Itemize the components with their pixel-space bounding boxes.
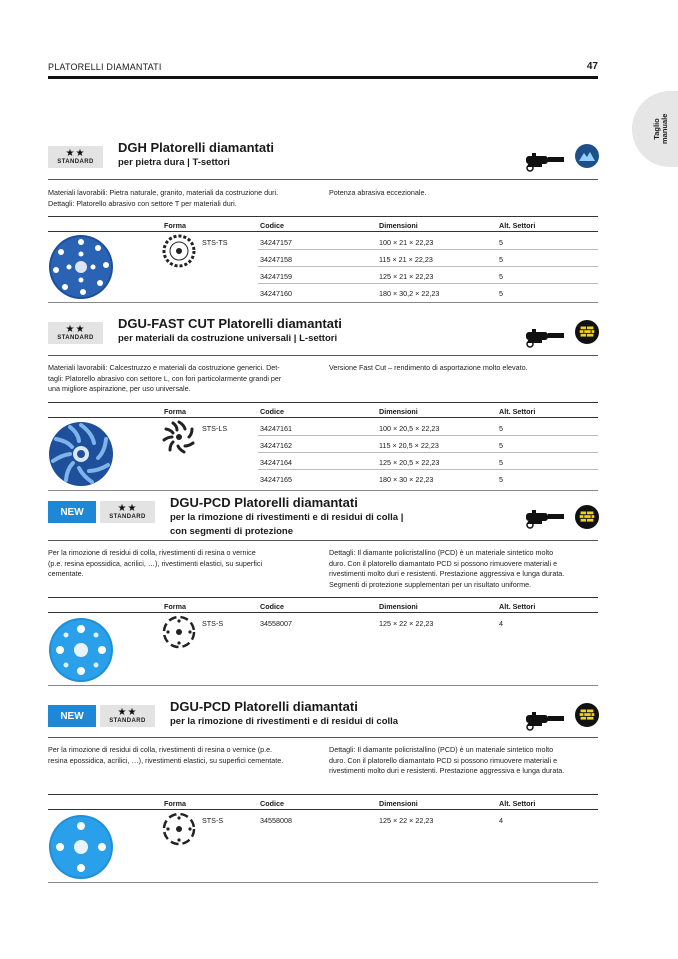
table-end-rule [48, 302, 598, 303]
segment-ls-icon [162, 420, 196, 454]
forma-label: STS-S [202, 816, 224, 825]
standard-badge: ★★ STANDARD [100, 501, 155, 523]
product-table [48, 402, 598, 490]
forma-label: STS-S [202, 619, 224, 628]
diamond-disc-image [48, 814, 114, 880]
standard-badge: ★★ STANDARD [48, 322, 103, 344]
description-right: Potenza abrasiva eccezionale. [329, 188, 427, 197]
table-row: 34247160 180 × 30,2 × 22,23 5 [260, 289, 503, 298]
section-subtitle: per materiali da costruzione universali | L-settori [118, 333, 338, 344]
segment-ts-icon [162, 234, 196, 268]
page-number: 47 [586, 61, 598, 72]
table-row: 34247157 100 × 21 × 22,23 5 [258, 233, 598, 250]
new-badge: NEW [48, 501, 96, 523]
stars-icon: ★★ [117, 706, 138, 718]
product-section-dgu-fast-cut [48, 316, 598, 484]
angle-grinder-icon [524, 709, 570, 731]
segment-s-icon [162, 615, 196, 649]
section-subtitle: per pietra dura | T-settori [118, 157, 230, 168]
concrete-material-icon [575, 320, 599, 344]
header-rule [48, 76, 598, 79]
description-left: Per la rimozione di residui di colla, rivestimenti di resina o vernice (p.e. resina epossidica, acrilici, …), rivestimenti elastici, su superfici cementate. [48, 745, 284, 765]
new-badge: NEW [48, 705, 96, 727]
table-row: 34247158 115 × 21 × 22,23 5 [258, 250, 598, 267]
table-end-rule [48, 882, 598, 883]
table-header: Forma Codice Dimensioni Alt. Settori [48, 597, 598, 613]
section-title: DGU-FAST CUT Platorelli diamantati [118, 316, 342, 331]
section-header [48, 495, 598, 541]
table-header: Forma Codice Dimensioni Alt. Settori [48, 794, 598, 810]
section-header [48, 316, 598, 356]
section-rule [48, 737, 598, 738]
stars-icon: ★★ [65, 323, 86, 335]
section-header [48, 140, 598, 180]
section-subtitle: per la rimozione di rivestimenti e di residui di colla [170, 716, 399, 727]
table-row: 34558008 125 × 22 × 22,23 4 [260, 816, 503, 825]
diamond-disc-image [48, 421, 114, 487]
section-rule [48, 355, 598, 356]
description-left: Materiali lavorabili: Calcestruzzo e materiali da costruzione generici. Det- tagli: Platorello abrasivo con settore L, con fori particolarmente grandi per una migliore aspirazione, per uso universale. [48, 363, 282, 393]
forma-label: STS-LS [202, 424, 228, 433]
table-row: 34247161 100 × 20,5 × 22,23 5 [258, 419, 598, 436]
diamond-disc-image [48, 617, 114, 683]
section-title: DGU-PCD Platorelli diamantati [170, 699, 358, 714]
table-row: 34247159 125 × 21 × 22,23 5 [258, 267, 598, 284]
table-end-rule [48, 685, 598, 686]
section-header [48, 699, 598, 739]
diamond-disc-image [48, 234, 114, 300]
product-table [48, 794, 598, 882]
description-right: Dettagli: Il diamante policristallino (PCD) è un materiale sintetico molto duro. Con il platorello diamantato PCD si possono rimuovere materiali e rivestimenti molto duri e resistenti. Prestazione aggressiva e lunga durata. Segmenti di protezione supplementari per un risultato uniforme. [329, 548, 565, 589]
section-subtitle: per la rimozione di rivestimenti e di residui di colla | con segmenti di protezione [170, 512, 404, 537]
stone-material-icon [575, 144, 599, 168]
side-tab-label: Taglio manuale [651, 113, 669, 144]
description-left: Per la rimozione di residui di colla, rivestimenti di resina o vernice (p.e. resina epossidica, acrilici, …), rivestimenti elastici, su superfici cementate. [48, 548, 263, 578]
angle-grinder-icon [524, 150, 570, 172]
standard-badge: ★★ STANDARD [48, 146, 103, 168]
table-row: 34558007 125 × 22 × 22,23 4 [260, 619, 503, 628]
concrete-material-icon [575, 703, 599, 727]
product-section-dgu-pcd [48, 699, 598, 825]
stars-icon: ★★ [117, 502, 138, 514]
forma-label: STS-TS [202, 238, 228, 247]
standard-badge: ★★ STANDARD [100, 705, 155, 727]
table-header: Forma Codice Dimensioni Alt. Settori [48, 216, 598, 232]
table-row: 34247162 115 × 20,5 × 22,23 5 [258, 436, 598, 453]
section-title: DGH Platorelli diamantati [118, 140, 275, 155]
table-end-rule [48, 490, 598, 491]
section-rule [48, 540, 598, 541]
product-table [48, 216, 598, 302]
product-table [48, 597, 598, 685]
side-tab-taglio-manuale[interactable] [632, 91, 678, 167]
page-title: PLATORELLI DIAMANTATI [48, 62, 162, 72]
concrete-material-icon [575, 505, 599, 529]
table-header: Forma Codice Dimensioni Alt. Settori [48, 402, 598, 418]
description-right: Versione Fast Cut – rendimento di asportazione molto elevato. [329, 363, 528, 372]
product-section-dgh [48, 140, 598, 298]
description-left: Materiali lavorabili: Pietra naturale, granito, materiali da costruzione duri. Dettagli: Platorello abrasivo con settore T per materiali duri. [48, 188, 279, 208]
segment-s-icon [162, 812, 196, 846]
angle-grinder-icon [524, 507, 570, 529]
section-rule [48, 179, 598, 180]
angle-grinder-icon [524, 326, 570, 348]
description-right: Dettagli: Il diamante policristallino (PCD) è un materiale sintetico molto duro. Con il platorello diamantato PCD si possono rimuovere materiali e rivestimenti molto duri e resistenti. Prestazione aggressiva e lunga durata. [329, 745, 565, 775]
product-section-dgu-pcd-protection [48, 495, 598, 628]
section-title: DGU-PCD Platorelli diamantati [170, 495, 358, 510]
table-row: 34247164 125 × 20,5 × 22,23 5 [258, 453, 598, 470]
table-row: 34247165 180 × 30 × 22,23 5 [260, 475, 503, 484]
stars-icon: ★★ [65, 147, 86, 159]
